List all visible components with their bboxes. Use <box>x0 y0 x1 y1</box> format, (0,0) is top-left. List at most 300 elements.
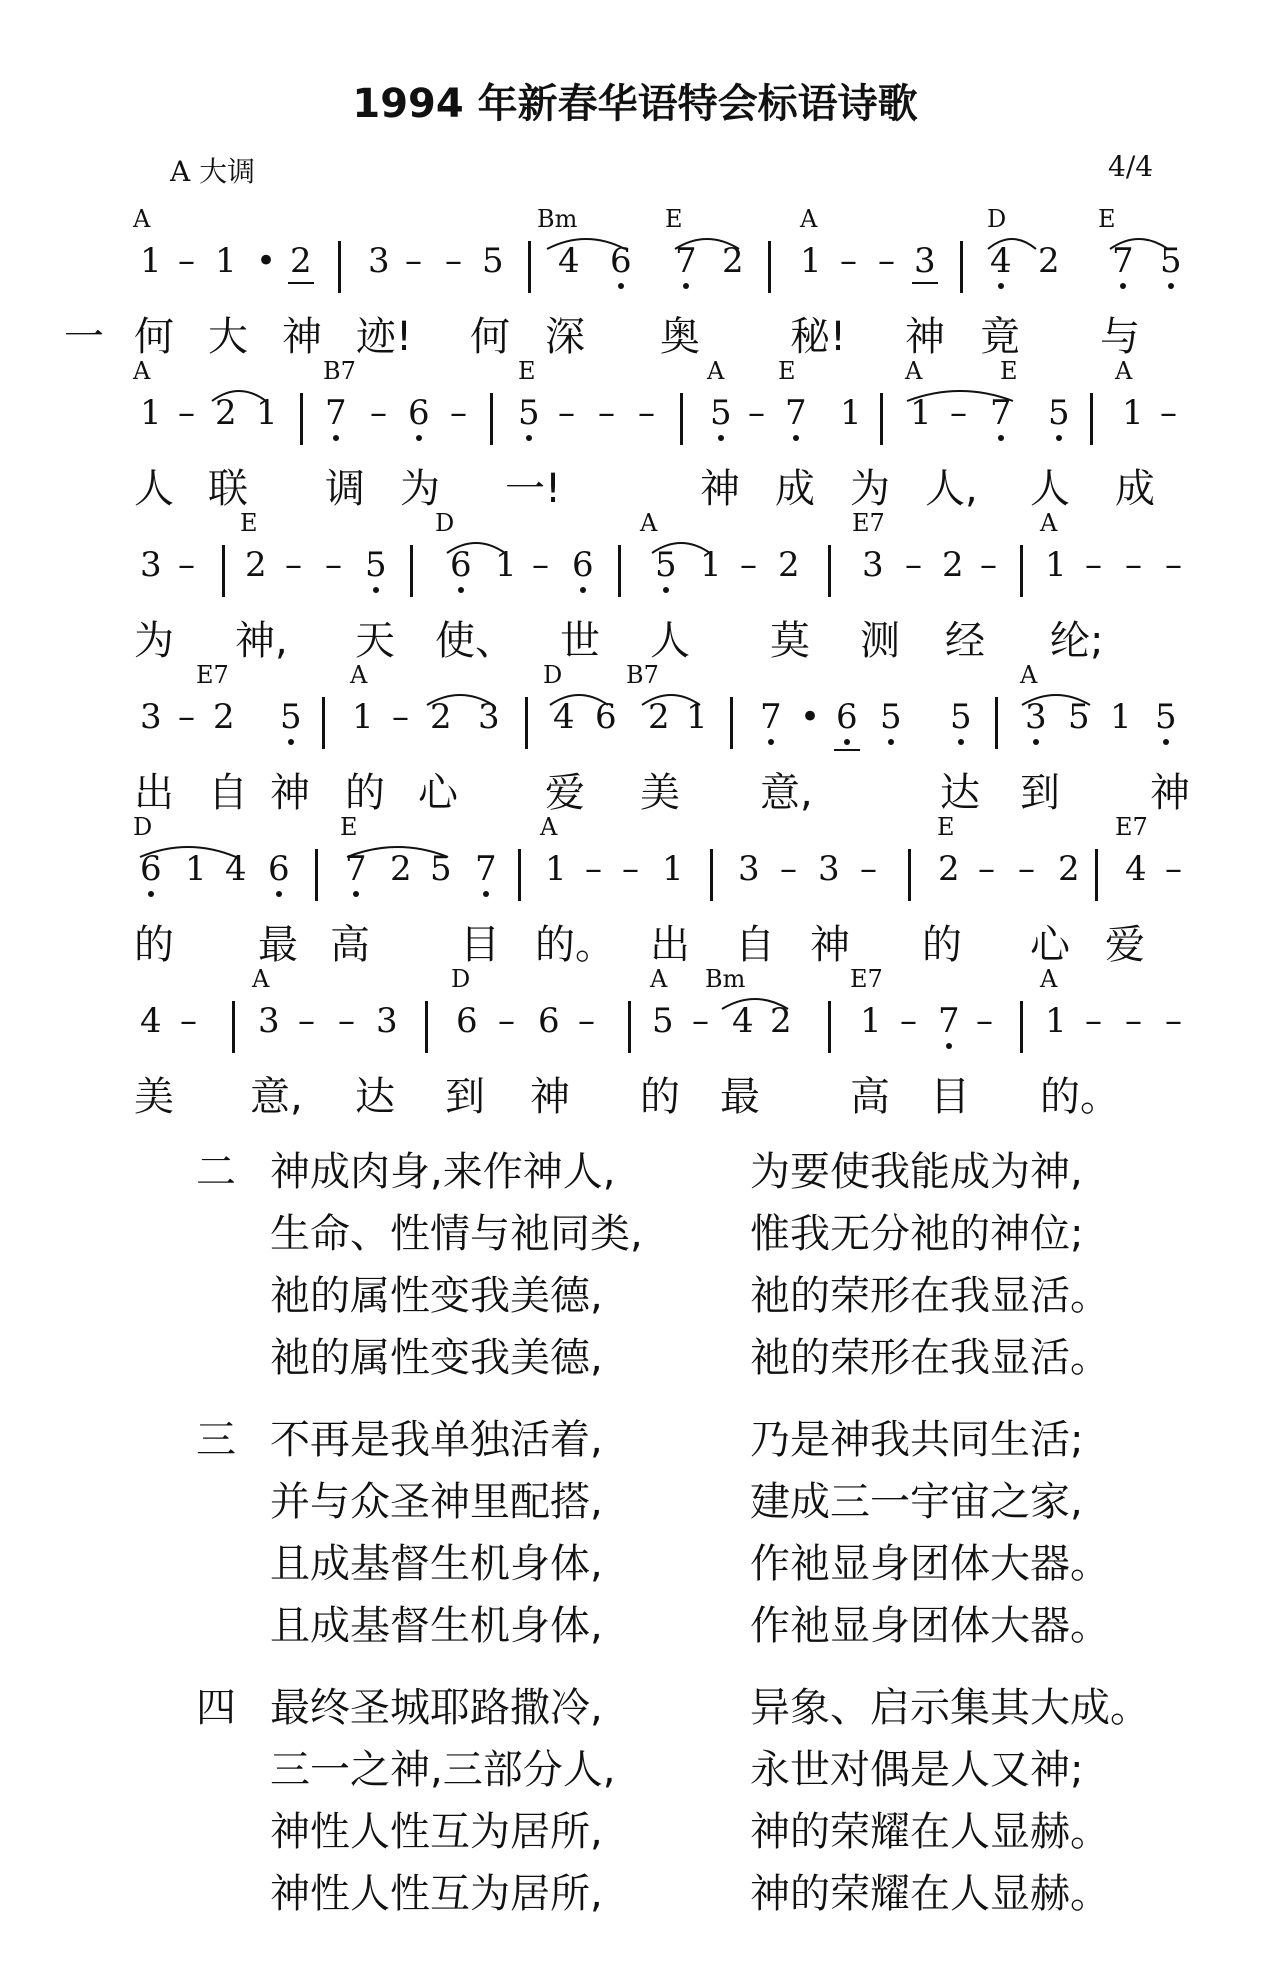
lyric-syllable: 人 <box>1030 466 1070 512</box>
chord-symbol: E <box>1000 357 1018 385</box>
bar-line <box>908 849 911 901</box>
chord-symbol: E <box>665 205 683 233</box>
note <box>1018 849 1035 889</box>
lyric-syllable: 大 <box>208 314 248 360</box>
verse-left-half: 神性人性互为居所, <box>270 1809 603 1855</box>
lyric-syllable: 调 <box>325 466 365 512</box>
note-value: • <box>256 241 277 281</box>
note <box>258 1001 280 1041</box>
lyric-syllable: 一! <box>505 466 562 512</box>
note <box>950 697 972 737</box>
bar-line <box>680 393 683 445</box>
bar-line <box>880 393 883 445</box>
lyric-syllable: 达 <box>355 1074 395 1120</box>
note-value: 1 <box>686 697 708 737</box>
note-value: – <box>585 849 602 889</box>
note-value: – <box>578 1001 595 1041</box>
note <box>1048 393 1070 433</box>
note <box>456 1001 478 1041</box>
chord-symbol: A <box>133 357 151 385</box>
note <box>622 849 639 889</box>
note <box>686 697 708 737</box>
note-value: 1 <box>700 545 722 585</box>
verse-right-half: 祂的荣形在我显活。 <box>750 1335 1110 1381</box>
lower-octave-dot <box>526 435 532 441</box>
note <box>365 545 387 585</box>
note <box>938 849 960 889</box>
note-value: 1 <box>800 241 822 281</box>
verse-right-half: 乃是神我共同生活; <box>750 1417 1084 1463</box>
chord-symbol: B7 <box>626 661 659 689</box>
lyric-syllable: 一 <box>64 314 104 360</box>
note <box>256 393 278 433</box>
chord-symbol: A <box>133 205 151 233</box>
bar-line <box>1090 393 1093 445</box>
verse-number: 四 <box>196 1685 236 1731</box>
note <box>390 849 412 889</box>
note <box>245 545 267 585</box>
note <box>1112 241 1134 281</box>
staff-row <box>0 509 1270 664</box>
note <box>1160 241 1182 281</box>
note-value: 4 <box>225 849 247 889</box>
note-value: 3 <box>862 545 884 585</box>
note <box>280 697 302 737</box>
bar-line <box>222 545 225 597</box>
lyric-line <box>0 1065 1270 1120</box>
lyric-syllable: 测 <box>860 618 900 664</box>
note <box>740 545 757 585</box>
note <box>942 545 964 585</box>
lower-octave-dot <box>1033 739 1039 745</box>
lyric-line <box>0 457 1270 512</box>
bar-line <box>828 545 831 597</box>
lyric-syllable: 竟 <box>980 314 1020 360</box>
note-value: 5 <box>1048 393 1070 433</box>
bar-line <box>628 1001 631 1053</box>
note-value: 5 <box>1068 697 1090 737</box>
note <box>215 241 237 281</box>
note <box>215 393 237 433</box>
lower-octave-dot <box>1168 283 1174 289</box>
lyric-syllable: 目 <box>460 922 500 968</box>
key-signature: A 大调 <box>170 155 256 188</box>
note <box>140 241 162 281</box>
lyric-syllable: 到 <box>445 1074 485 1120</box>
note <box>980 545 997 585</box>
note <box>778 545 800 585</box>
note <box>1085 545 1102 585</box>
bar-line <box>1095 849 1098 901</box>
chord-symbol: E <box>340 813 358 841</box>
lyric-syllable: 美 <box>134 1074 174 1120</box>
lyric-syllable: 神 <box>530 1074 570 1120</box>
note-value: 3 <box>140 545 162 585</box>
lower-octave-dot <box>958 739 964 745</box>
staff-row <box>0 813 1270 968</box>
note <box>1025 697 1047 737</box>
note-value: 4 <box>558 241 580 281</box>
lower-octave-dot <box>333 435 339 441</box>
note <box>800 697 820 737</box>
lyric-syllable: 人 <box>134 466 174 512</box>
note-value: 5 <box>280 697 302 737</box>
lyric-syllable: 目 <box>930 1074 970 1120</box>
note-value: 3 <box>914 241 936 281</box>
lyric-syllable: 最 <box>258 922 298 968</box>
lower-octave-dot <box>718 435 724 441</box>
note <box>748 393 765 433</box>
note <box>498 1001 515 1041</box>
note-value: – <box>980 545 997 585</box>
note-value: 1 <box>352 697 374 737</box>
lyric-syllable: 高 <box>330 922 370 968</box>
note <box>692 1001 709 1041</box>
note-value: 5 <box>950 697 972 737</box>
lower-octave-dot <box>793 435 799 441</box>
note-value: 3 <box>376 1001 398 1041</box>
staff-row <box>0 205 1270 360</box>
lyric-line <box>0 761 1270 816</box>
verse-line <box>0 1140 1270 1202</box>
chord-symbol: E7 <box>1115 813 1148 841</box>
note <box>213 697 235 737</box>
bar-line <box>300 393 303 445</box>
note <box>836 697 858 737</box>
verse-number: 三 <box>196 1417 236 1463</box>
note <box>558 241 580 281</box>
note-value: 6 <box>836 697 858 737</box>
note <box>572 545 594 585</box>
chord-symbol: Bm <box>705 965 746 993</box>
note-value: 4 <box>990 241 1012 281</box>
note-value: 2 <box>1058 849 1080 889</box>
note-value: – <box>178 545 195 585</box>
note <box>376 1001 398 1041</box>
bar-line <box>1020 545 1023 597</box>
note-value: 7 <box>938 1001 960 1041</box>
note <box>185 849 207 889</box>
note <box>990 393 1012 433</box>
note-value: – <box>1018 849 1035 889</box>
lyric-line <box>0 913 1270 968</box>
note <box>1125 1001 1142 1041</box>
lower-octave-dot <box>1163 739 1169 745</box>
note-value: 7 <box>1112 241 1134 281</box>
note-value: – <box>405 241 422 281</box>
verse-line <box>0 1800 1270 1862</box>
time-signature: 4/4 <box>1108 150 1154 183</box>
note <box>900 1001 917 1041</box>
lyric-syllable: 出 <box>650 922 690 968</box>
note-value: 5 <box>1155 697 1177 737</box>
lower-octave-dot <box>683 283 689 289</box>
bar-line <box>828 1001 831 1053</box>
note-value: 2 <box>938 849 960 889</box>
chord-symbol: A <box>707 357 725 385</box>
verse-line <box>0 1862 1270 1924</box>
note-value: 3 <box>1025 697 1047 737</box>
note-value: – <box>1085 1001 1102 1041</box>
note <box>370 393 387 433</box>
verse-right-half: 神的荣耀在人显赫。 <box>750 1809 1110 1855</box>
note <box>392 697 409 737</box>
lyric-syllable: 美 <box>640 770 680 816</box>
chord-symbol: E <box>518 357 536 385</box>
note <box>1160 393 1177 433</box>
note <box>638 393 655 433</box>
lower-octave-dot <box>998 435 1004 441</box>
note <box>430 849 452 889</box>
lower-octave-dot <box>276 891 282 897</box>
lyric-syllable: 心 <box>418 770 458 816</box>
note-value: 5 <box>365 545 387 585</box>
note-value: – <box>748 393 765 433</box>
lyric-syllable: 心 <box>1030 922 1070 968</box>
note-value: 6 <box>268 849 290 889</box>
note <box>268 849 290 889</box>
note-value: 1 <box>840 393 862 433</box>
note-value: – <box>860 849 877 889</box>
bar-line <box>768 241 771 293</box>
note-value: – <box>178 697 195 737</box>
note <box>910 393 932 433</box>
chord-symbol: A <box>800 205 818 233</box>
note <box>368 241 390 281</box>
note <box>938 1001 960 1041</box>
chord-symbol: A <box>650 965 668 993</box>
bar-line <box>528 241 531 293</box>
note <box>1155 697 1177 737</box>
note-value: 7 <box>325 393 347 433</box>
chord-symbol: A <box>1115 357 1133 385</box>
note-value: – <box>338 1001 355 1041</box>
lower-octave-dot <box>148 891 154 897</box>
note <box>558 393 575 433</box>
note <box>1110 697 1132 737</box>
note <box>652 1001 674 1041</box>
lyric-syllable: 神 <box>905 314 945 360</box>
note-value: – <box>532 545 549 585</box>
note <box>578 1001 595 1041</box>
note-value: – <box>622 849 639 889</box>
lyric-syllable: 神 <box>700 466 740 512</box>
note-value: – <box>1125 545 1142 585</box>
verse-right-half: 神的荣耀在人显赫。 <box>750 1871 1110 1917</box>
note <box>976 1001 993 1041</box>
lyric-syllable: 的 <box>922 922 962 968</box>
note-value: 6 <box>610 241 632 281</box>
lyric-syllable: 迹! <box>356 314 413 360</box>
note <box>1125 849 1147 889</box>
chord-symbol: E <box>937 813 955 841</box>
note <box>140 393 162 433</box>
note <box>1125 545 1142 585</box>
lyric-syllable: 世 <box>560 618 600 664</box>
lower-octave-dot <box>946 1043 952 1049</box>
lyric-line <box>0 305 1270 360</box>
chord-symbol: A <box>1020 661 1038 689</box>
note <box>914 241 936 281</box>
lower-octave-dot <box>1056 435 1062 441</box>
lyric-syllable: 为 <box>400 466 440 512</box>
lyric-syllable: 到 <box>1020 770 1060 816</box>
note-value: – <box>878 241 895 281</box>
lyric-syllable: 人, <box>925 466 978 512</box>
note-value: 5 <box>482 241 504 281</box>
note-value: – <box>558 393 575 433</box>
bar-line <box>730 697 733 749</box>
lyric-syllable: 何 <box>470 314 510 360</box>
note-value: 3 <box>140 697 162 737</box>
bar-line <box>425 1001 428 1053</box>
lower-octave-dot <box>1120 283 1126 289</box>
note <box>950 393 967 433</box>
note-value: 2 <box>648 697 670 737</box>
note <box>538 1001 560 1041</box>
note <box>408 393 430 433</box>
note-value: – <box>692 1001 709 1041</box>
note-value: • <box>800 697 821 737</box>
note-value: 2 <box>390 849 412 889</box>
note <box>818 849 840 889</box>
note-value: – <box>740 545 757 585</box>
note-line <box>0 697 1270 747</box>
note-value: – <box>598 393 615 433</box>
note-value: 7 <box>345 849 367 889</box>
lyric-syllable: 联 <box>208 466 248 512</box>
verse-number: 二 <box>196 1149 236 1195</box>
note-value: 2 <box>245 545 267 585</box>
verse-left-half: 神成肉身,来作神人, <box>270 1149 616 1195</box>
lyric-syllable: 为 <box>850 466 890 512</box>
note <box>178 697 195 737</box>
staff-row <box>0 661 1270 816</box>
chord-symbol: E7 <box>852 509 885 537</box>
chord-symbol: D <box>435 509 455 537</box>
note <box>732 1001 754 1041</box>
chord-symbol: E7 <box>196 661 229 689</box>
note-line <box>0 849 1270 899</box>
note-value: – <box>450 393 467 433</box>
lyric-syllable: 爱 <box>1105 922 1145 968</box>
note-value: 7 <box>475 849 497 889</box>
chord-line <box>0 965 1270 1001</box>
note <box>256 241 276 281</box>
lyric-syllable: 经 <box>945 618 985 664</box>
bar-line <box>710 849 713 901</box>
note-value: 3 <box>738 849 760 889</box>
lower-octave-dot <box>580 587 586 593</box>
note-value: 2 <box>430 697 452 737</box>
verse-right-half: 祂的荣形在我显活。 <box>750 1273 1110 1319</box>
lyric-syllable: 人 <box>650 618 690 664</box>
note <box>595 697 617 737</box>
verse-right-half: 作祂显身团体大器。 <box>750 1541 1110 1587</box>
note-value: – <box>298 1001 315 1041</box>
note-value: 2 <box>213 697 235 737</box>
verse-right-half: 建成三一宇宙之家, <box>750 1479 1083 1525</box>
chord-symbol: D <box>451 965 471 993</box>
note <box>1085 1001 1102 1041</box>
note <box>285 545 302 585</box>
verse-line <box>0 1532 1270 1594</box>
verse-left-half: 且成基督生机身体, <box>270 1541 603 1587</box>
lower-octave-dot <box>998 283 1004 289</box>
note <box>518 393 540 433</box>
chord-symbol: E <box>778 357 796 385</box>
lyric-syllable: 为 <box>134 618 174 664</box>
chord-symbol: E <box>1098 205 1116 233</box>
note-value: 5 <box>710 393 732 433</box>
lyric-syllable: 的。 <box>535 922 615 968</box>
lyric-syllable: 深 <box>545 314 585 360</box>
lyric-syllable: 神 <box>810 922 850 968</box>
bar-line <box>490 393 493 445</box>
lyric-syllable: 的 <box>345 770 385 816</box>
note-value: 6 <box>140 849 162 889</box>
verse-line <box>0 1202 1270 1264</box>
note-value: 4 <box>140 1001 162 1041</box>
note-value: – <box>1165 1001 1182 1041</box>
note-value: 1 <box>860 1001 882 1041</box>
note-value: 2 <box>722 241 744 281</box>
note <box>710 393 732 433</box>
chord-symbol: A <box>640 509 658 537</box>
note <box>990 241 1012 281</box>
note <box>738 849 760 889</box>
note-value: 2 <box>290 241 312 281</box>
note-value: – <box>780 849 797 889</box>
verse-line <box>0 1326 1270 1388</box>
note <box>405 241 422 281</box>
note <box>1045 545 1067 585</box>
note-value: 2 <box>215 393 237 433</box>
verse-right-half: 作祂显身团体大器。 <box>750 1603 1110 1649</box>
note <box>325 393 347 433</box>
note-value: 1 <box>495 545 517 585</box>
lyric-syllable: 成 <box>1115 466 1155 512</box>
verse-right-half: 为要使我能成为神, <box>750 1149 1083 1195</box>
note-value: 6 <box>456 1001 478 1041</box>
note-value: – <box>178 241 195 281</box>
chord-symbol: A <box>252 965 270 993</box>
lyric-syllable: 纶; <box>1050 618 1104 664</box>
verse-line <box>0 1470 1270 1532</box>
chord-symbol: A <box>540 813 558 841</box>
chord-symbol: D <box>543 661 563 689</box>
note-value: 1 <box>1045 545 1067 585</box>
chord-line <box>0 357 1270 393</box>
bar-line <box>315 849 318 901</box>
note <box>1165 1001 1182 1041</box>
note <box>840 393 862 433</box>
note-value: 1 <box>256 393 278 433</box>
note-value: 6 <box>408 393 430 433</box>
note-value: 7 <box>760 697 782 737</box>
staff-row <box>0 357 1270 512</box>
note-value: 1 <box>140 393 162 433</box>
note <box>478 697 500 737</box>
lyric-syllable: 神 <box>1150 770 1190 816</box>
note-value: 7 <box>785 393 807 433</box>
note <box>655 545 677 585</box>
lyric-syllable: 意, <box>760 770 813 816</box>
bar-line <box>618 545 621 597</box>
lyric-syllable: 与 <box>1100 314 1140 360</box>
song-title: 1994 年新春华语特会标语诗歌 <box>352 81 918 127</box>
bar-line <box>960 241 963 293</box>
